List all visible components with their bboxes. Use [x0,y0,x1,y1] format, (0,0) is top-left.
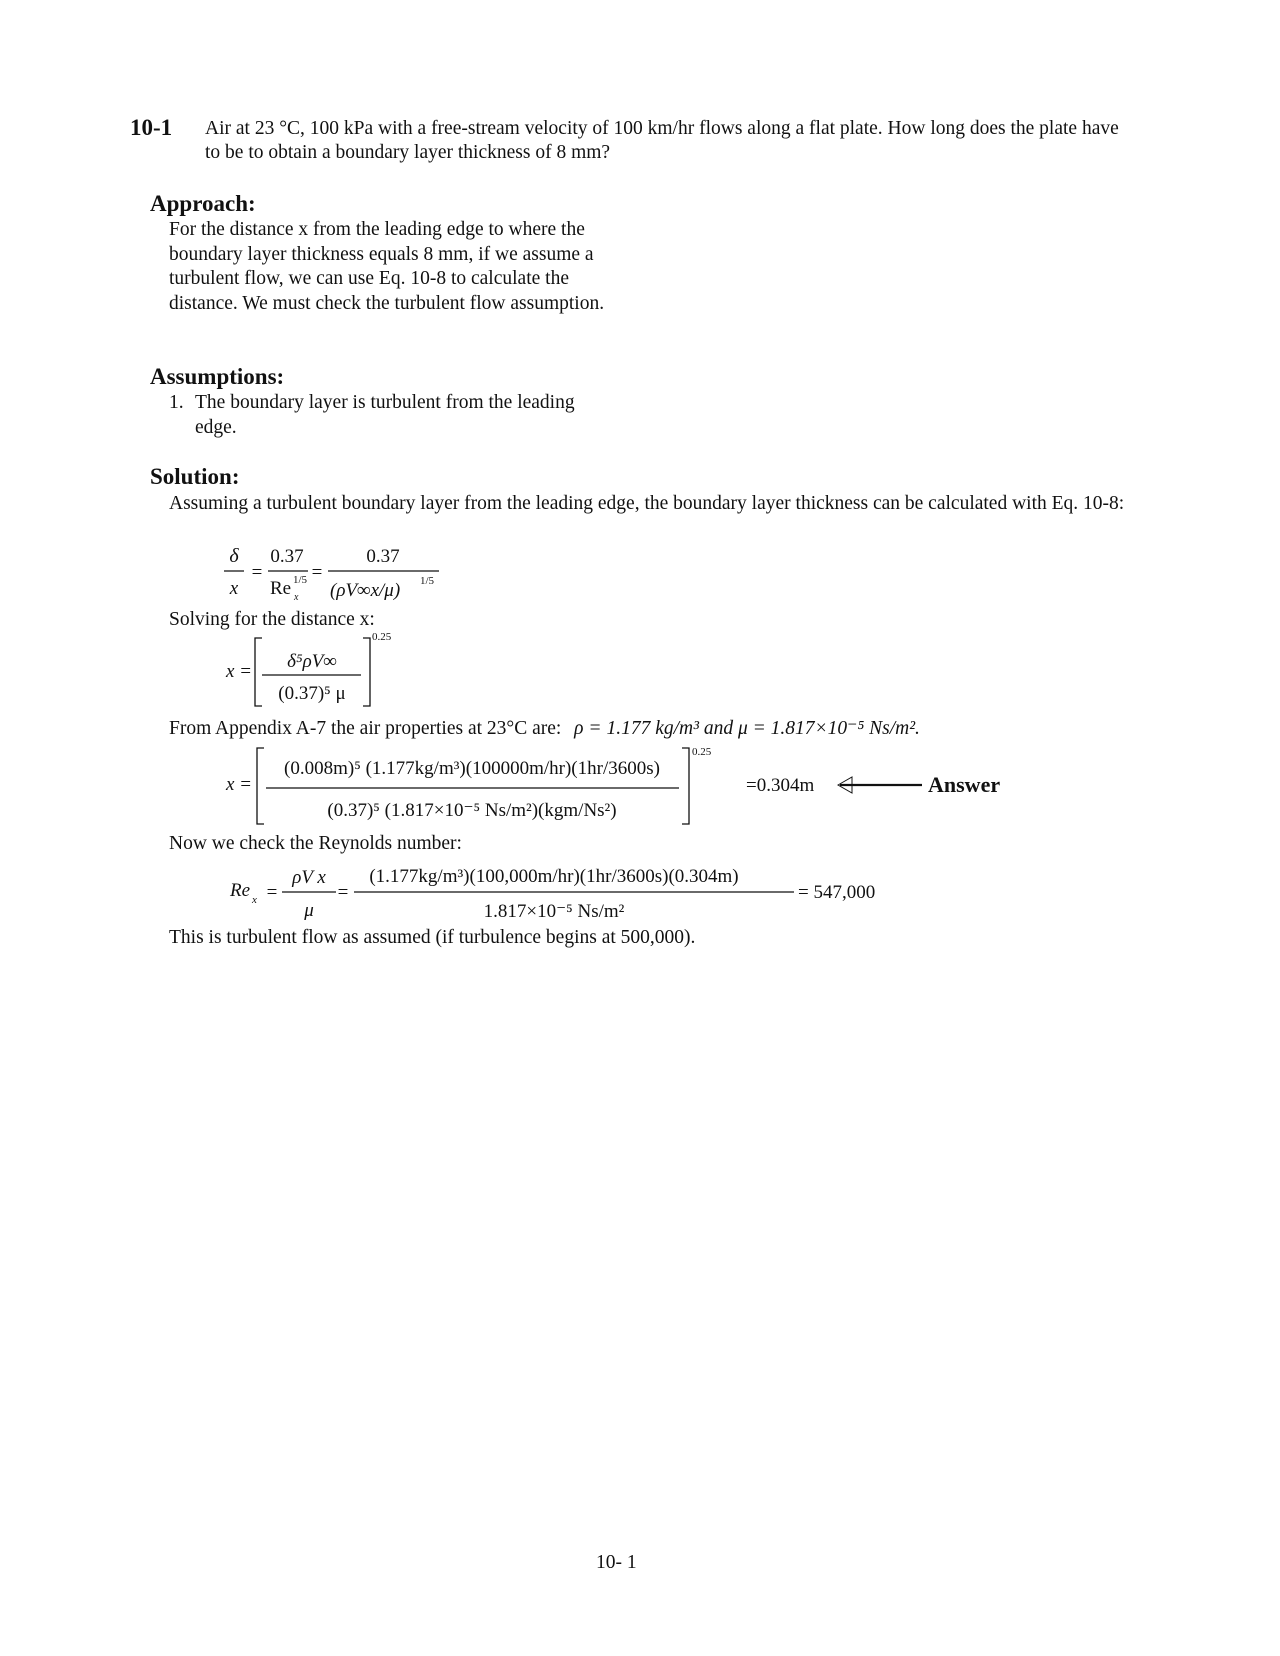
eq1-equals-2: = [311,562,323,583]
properties-formula: ρ = 1.177 kg/m³ and μ = 1.817×10⁻⁵ Ns/m². [574,718,920,739]
eq1-rhs-numerator: 0.37 [366,546,400,567]
eq1-mid-subscript: x [294,592,299,603]
solving-text: Solving for the distance x: [169,609,375,630]
eq2-right-bracket [363,638,370,706]
answer-label: Answer [928,772,1001,797]
eq4-mid-numerator: ρV x [292,867,326,888]
eq1-lhs-denominator: x [229,578,239,599]
eq4-equals-2: = [337,882,349,903]
equation-distance-x [226,631,392,712]
eq4-mid-denominator: μ [304,900,314,921]
eq1-equals: = [251,562,263,583]
eq3-numerator: (0.008m)⁵ (1.177kg/m³)(100000m/hr)(1hr/3600s) [284,758,660,779]
eq2-left-bracket [255,638,262,706]
eq3-lhs: x = [226,774,253,795]
eq2-denominator: (0.37)⁵ μ [278,683,346,704]
equation-reynolds-number [226,858,926,928]
eq4-rhs-denominator: 1.817×10⁻⁵ Ns/m² [483,901,625,922]
eq4-lhs: Re [230,880,251,901]
eq3-left-bracket [257,748,264,824]
eq4-lhs-subscript: x [252,894,257,906]
eq1-mid-denominator: Re [270,578,292,599]
eq1-lhs-numerator: δ [229,545,239,567]
properties-line [169,717,920,742]
eq3-denominator: (0.37)⁵ (1.817×10⁻⁵ Ns/m²)(kgm/Ns²) [327,800,617,821]
eq1-rhs-exponent: 1/5 [420,575,435,587]
eq1-mid-numerator: 0.37 [270,546,304,567]
solution-intro: Assuming a turbulent boundary layer from the leading edge, the boundary layer thickness can be calculated with Eq. 10-8: [169,493,1125,514]
assumption-item [169,391,609,440]
eq2-exponent: 0.25 [372,631,392,643]
assumption-number: 1. [169,392,184,413]
eq3-exponent: 0.25 [692,746,712,758]
equation-eq-10-8 [220,538,460,608]
page-number: 10- 1 [596,1552,637,1573]
approach-heading: Approach: [150,191,256,216]
properties-text: From Appendix A-7 the air properties at 23°C are: [169,718,562,739]
assumption-text: The boundary layer is turbulent from the leading edge. [195,392,575,438]
eq2-numerator: δ⁵ρV∞ [287,651,337,672]
approach-text: For the distance x from the leading edge to where the boundary layer thickness equals 8 mm, if we assume a turbulent flow, we can use Eq. 10-8 to calculate the distance. We must check the turbulent flow assumption. [169,219,605,314]
eq2-lhs: x = [226,661,253,682]
eq4-equals: = [266,882,278,903]
eq1-rhs-denominator: (ρV∞x/μ) [330,580,401,601]
reynolds-text: Now we check the Reynolds number: [169,833,462,854]
eq1-mid-exponent: 1/5 [293,574,308,586]
eq3-result: =0.304m [746,775,815,796]
problem-number: 10-1 [130,115,173,140]
eq3-right-bracket [682,748,689,824]
equation-x-numeric [226,744,1026,828]
solution-heading: Solution: [150,464,240,489]
problem-statement: Air at 23 °C, 100 kPa with a free-stream velocity of 100 km/hr flows along a flat plate. How long does the plate have to be to obtain a boundary layer thickness of 8 mm? [205,118,1119,163]
eq4-rhs-numerator: (1.177kg/m³)(100,000m/hr)(1hr/3600s)(0.304m) [369,866,739,887]
assumptions-heading: Assumptions: [150,364,285,389]
conclusion-text: This is turbulent flow as assumed (if turbulence begins at 500,000). [169,927,696,948]
eq4-result: = 547,000 [798,882,876,903]
